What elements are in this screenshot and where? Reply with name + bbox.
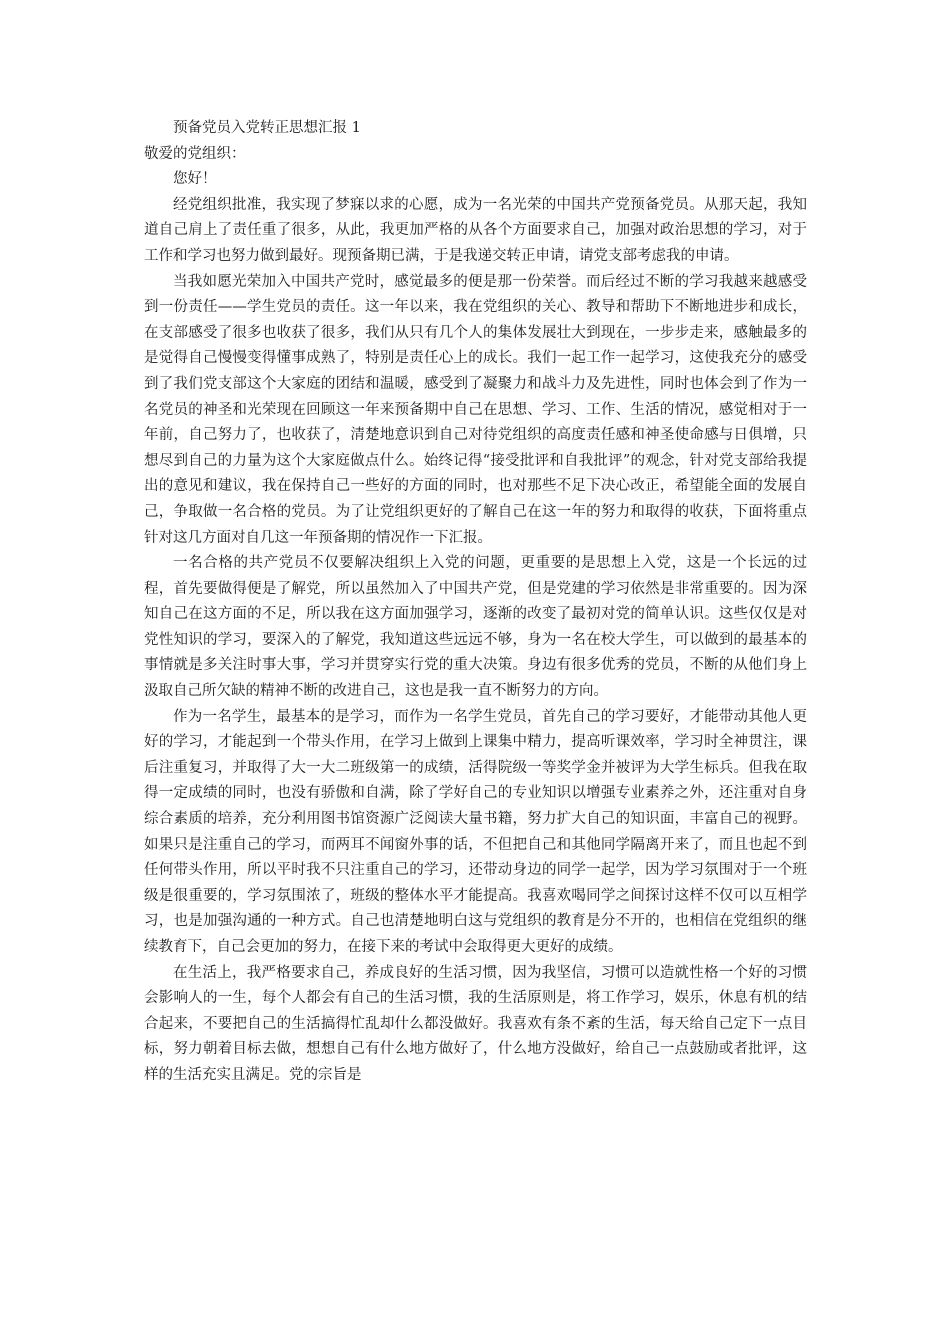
- paragraph: 当我如愿光荣加入中国共产党时，感觉最多的便是那一份荣誉。而后经过不断的学习我越来越感受到一份责任——学生党员的责任。这一年以来，我在党组织的关心、教导和帮助下不断地进步和成长，在支部感受了很多也收获了很多，我们从只有几个人的集体发展壮大到现在，一步步走来，感触最多的是觉得自己慢慢变得懂事成熟了，特别是责任心上的成长。我们一起工作一起学习，这使我充分的感受到了我们党支部这个大家庭的团结和温暖，感受到了凝聚力和战斗力及先进性，同时也体会到了作为一名党员的神圣和光荣现在回顾这一年来预备期中自己在思想、学习、工作、生活的情况，感觉相对于一年前，自己努力了，也收获了，清楚地意识到自己对待党组织的高度责任感和神圣使命感与日俱增，只想尽到自己的力量为这个大家庭做点什么。始终记得“接受批评和自我批评”的观念，针对党支部给我提出的意见和建议，我在保持自己一些好的方面的同时，也对那些不足下决心改正，希望能全面的发展自己，争取做一名合格的党员。为了让党组织更好的了解自己在这一年的努力和取得的收获，下面将重点针对这几方面对自几这一年预备期的情况作一下汇报。: [144, 273, 807, 546]
- paragraph: 经党组织批准，我实现了梦寐以求的心愿，成为一名光荣的中国共产党预备党员。从那天起，我知道自己肩上了责任重了很多，从此，我更加严格的从各个方面要求自己，加强对政治思想的学习，对于工作和学习也努力做到最好。现预备期已满，于是我递交转正申请，请党支部考虑我的申请。: [144, 196, 807, 264]
- document-title: 预备党员入党转正思想汇报 1: [173, 120, 361, 136]
- document-body: [144, 116, 807, 1089]
- paragraph: 在生活上，我严格要求自己，养成良好的生活习惯，因为我坚信，习惯可以造就性格一个好的习惯会影响人的一生，每个人都会有自己的生活习惯，我的生活原则是，将工作学习，娱乐，休息有机的结合起来，不要把自己的生活搞得忙乱却什么都没做好。我喜欢有条不紊的生活，每天给自己定下一点目标，努力朝着目标去做，想想自己有什么地方做好了，什么地方没做好，给自己一点鼓励或者批评，这样的生活充实且满足。党的宗旨是: [144, 964, 807, 1083]
- paragraph: 一名合格的共产党员不仅要解决组织上入党的问题，更重要的是思想上入党，这是一个长远的过程，首先要做得便是了解党，所以虽然加入了中国共产党，但是党建的学习依然是非常重要的。因为深知自己在这方面的不足，所以我在这方面加强学习，逐渐的改变了最初对党的简单认识。这些仅仅是对党性知识的学习，要深入的了解党，我知道这些远远不够，身为一名在校大学生，可以做到的最基本的事情就是多关注时事大事，学习并贯穿实行党的重大决策。身边有很多优秀的党员，不断的从他们身上汲取自己所欠缺的精神不断的改进自己，这也是我一直不断努力的方向。: [144, 555, 807, 700]
- greeting: 您好！: [173, 171, 217, 188]
- salutation: 敬爱的党组织：: [144, 145, 246, 162]
- paragraph: 作为一名学生，最基本的是学习，而作为一名学生党员，首先自己的学习要好，才能带动其他人更好的学习，才能起到一个带头作用，在学习上做到上课集中精力，提高听课效率，学习时全神贯注，课后注重复习，并取得了大一大二班级第一的成绩，活得院级一等奖学金并被评为大学生标兵。但我在取得一定成绩的同时，也没有骄傲和自满，除了学好自己的专业知识以增强专业素养之外，还注重对自身综合素质的培养，充分利用图书馆资源广泛阅读大量书籍，努力扩大自己的知识面，丰富自己的视野。如果只是注重自己的学习，而两耳不闻窗外事的话，不但把自己和其他同学隔离开来了，而且也起不到任何带头作用，所以平时我不只注重自己的学习，还带动身边的同学一起学，因为学习氛围对于一个班级是很重要的，学习氛围浓了，班级的整体水平才能提高。我喜欢喝同学之间探讨这样不仅可以互相学习，也是加强沟通的一种方式。自己也清楚地明白这与党组织的教育是分不开的，也相信在党组织的继续教育下，自己会更加的努力，在接下来的考试中会取得更大更好的成绩。: [144, 708, 807, 955]
